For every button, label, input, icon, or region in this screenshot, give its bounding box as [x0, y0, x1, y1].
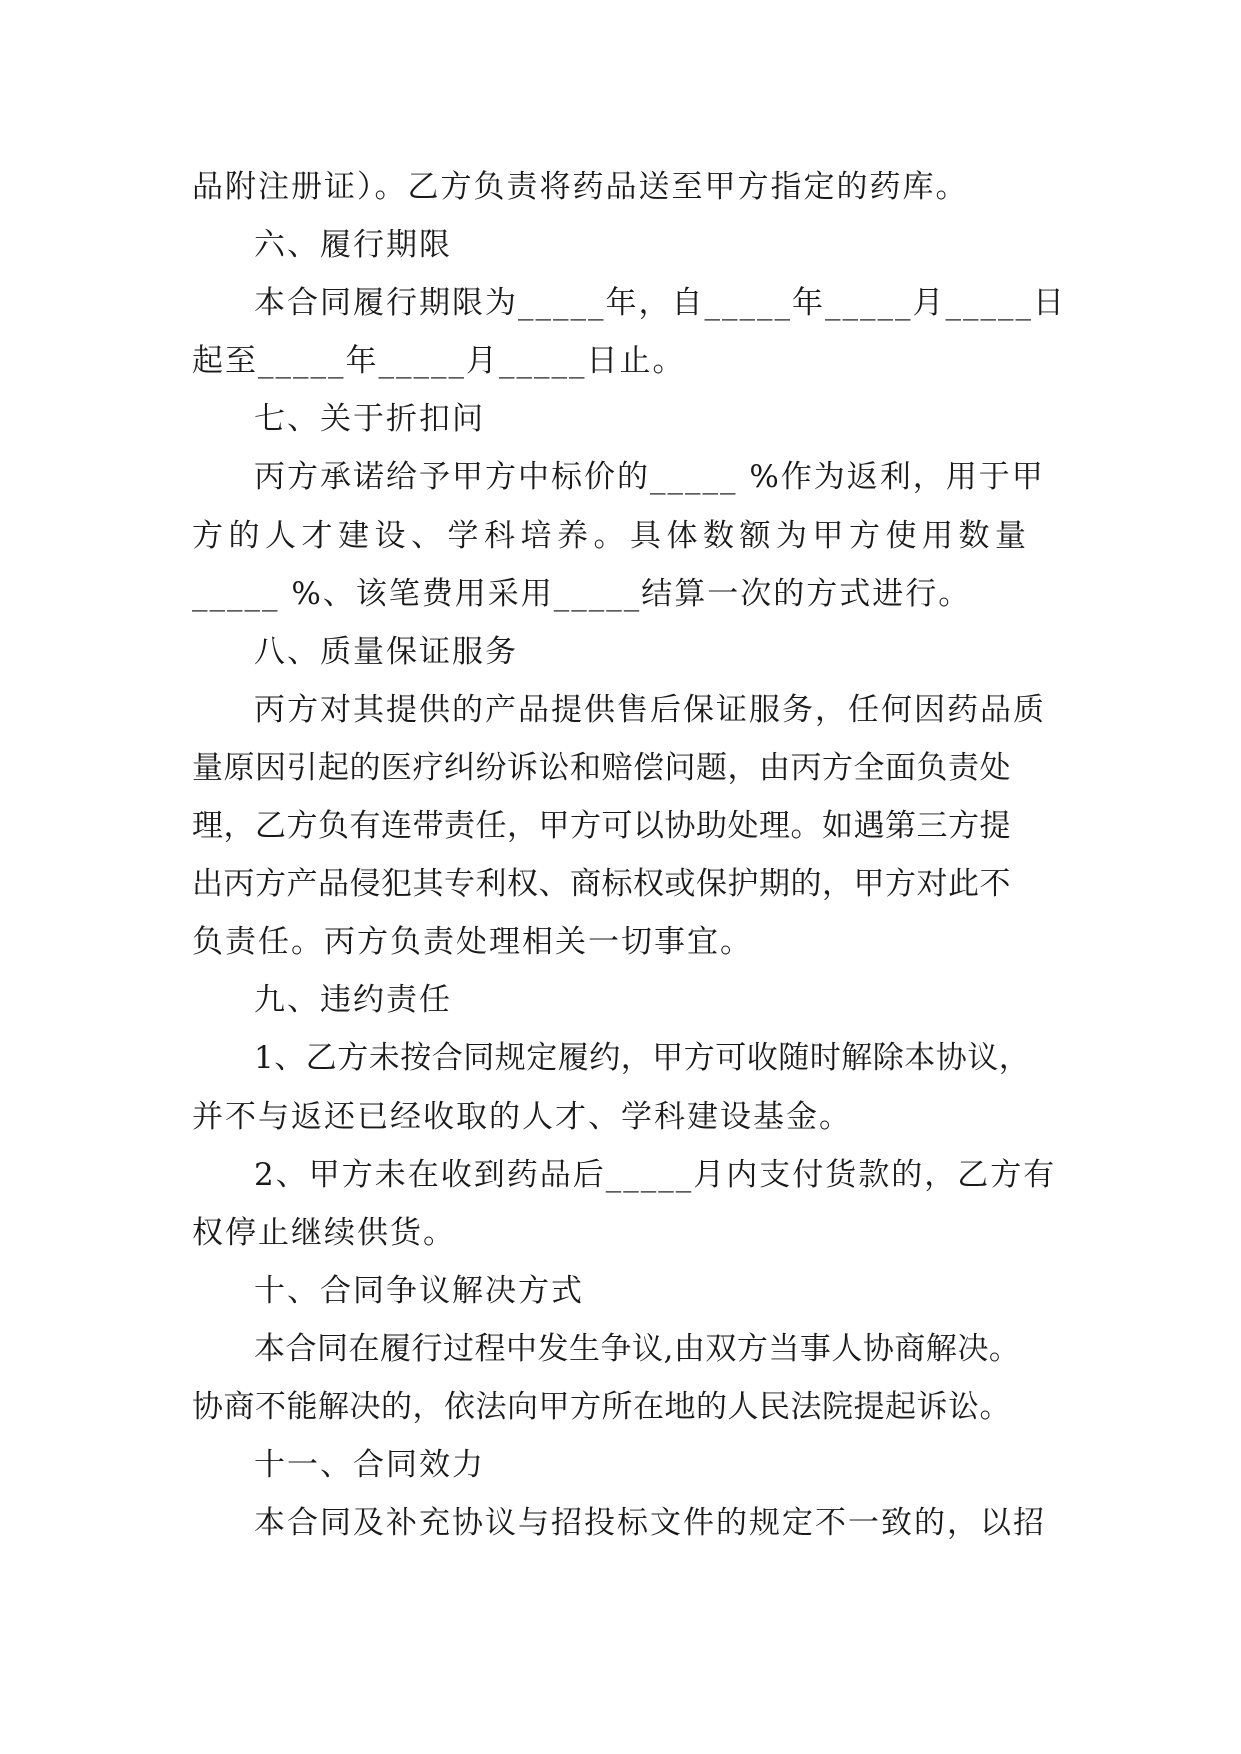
section-heading-7: 七、关于折扣问 — [254, 401, 485, 438]
paragraph-line: 丙方承诺给予甲方中标价的_____ %作为返利，用于甲 — [254, 459, 1045, 496]
document-body — [192, 158, 1072, 1552]
paragraph-line: 2、甲方未在收到药品后_____月内支付货款的，乙方有 — [254, 1156, 1057, 1193]
section-heading-10: 十、合同争议解决方式 — [254, 1272, 584, 1309]
paragraph-line: 出丙方产品侵犯其专利权、商标权或保护期的，甲方对此不 — [192, 866, 1011, 903]
paragraph-line: 1、乙方未按合同规定履约，甲方可收随时解除本协议， — [254, 1040, 1031, 1077]
paragraph-line: 本合同在履行过程中发生争议,由双方当事人协商解决。 — [254, 1330, 1021, 1367]
paragraph-line: 起至_____年_____月_____日止。 — [192, 343, 686, 380]
paragraph-line: 并不与返还已经收取的人才、学科建设基金。 — [192, 1098, 852, 1135]
section-heading-9: 九、违约责任 — [254, 982, 452, 1019]
paragraph-line: 品附注册证）。乙方负责将药品送至甲方指定的药库。 — [192, 169, 969, 205]
paragraph-line: 协商不能解决的，依法向甲方所在地的人民法院提起诉讼。 — [192, 1388, 1011, 1425]
section-heading-6: 六、履行期限 — [254, 227, 452, 264]
paragraph-line: 本合同及补充协议与招投标文件的规定不一致的，以招 — [254, 1505, 1046, 1542]
paragraph-line: 理，乙方负有连带责任，甲方可以协助处理。如遇第三方提 — [192, 808, 1011, 845]
section-heading-8: 八、质量保证服务 — [254, 633, 518, 670]
paragraph-line: 本合同履行期限为_____年，自_____年_____月_____日 — [254, 285, 1066, 322]
paragraph-line: _____ %、该笔费用采用_____结算一次的方式进行。 — [192, 575, 972, 612]
paragraph-line: 方的人才建设、学科培养。具体数额为甲方使用数量 — [192, 517, 1032, 554]
paragraph-line: 丙方对其提供的产品提供售后保证服务，任何因药品质 — [254, 691, 1046, 728]
paragraph-line: 权停止继续供货。 — [192, 1214, 456, 1251]
paragraph-line: 负责任。丙方负责处理相关一切事宜。 — [192, 924, 753, 961]
paragraph-line: 量原因引起的医疗纠纷诉讼和赔偿问题，由丙方全面负责处 — [192, 749, 1011, 786]
section-heading-11: 十一、合同效力 — [254, 1447, 485, 1484]
